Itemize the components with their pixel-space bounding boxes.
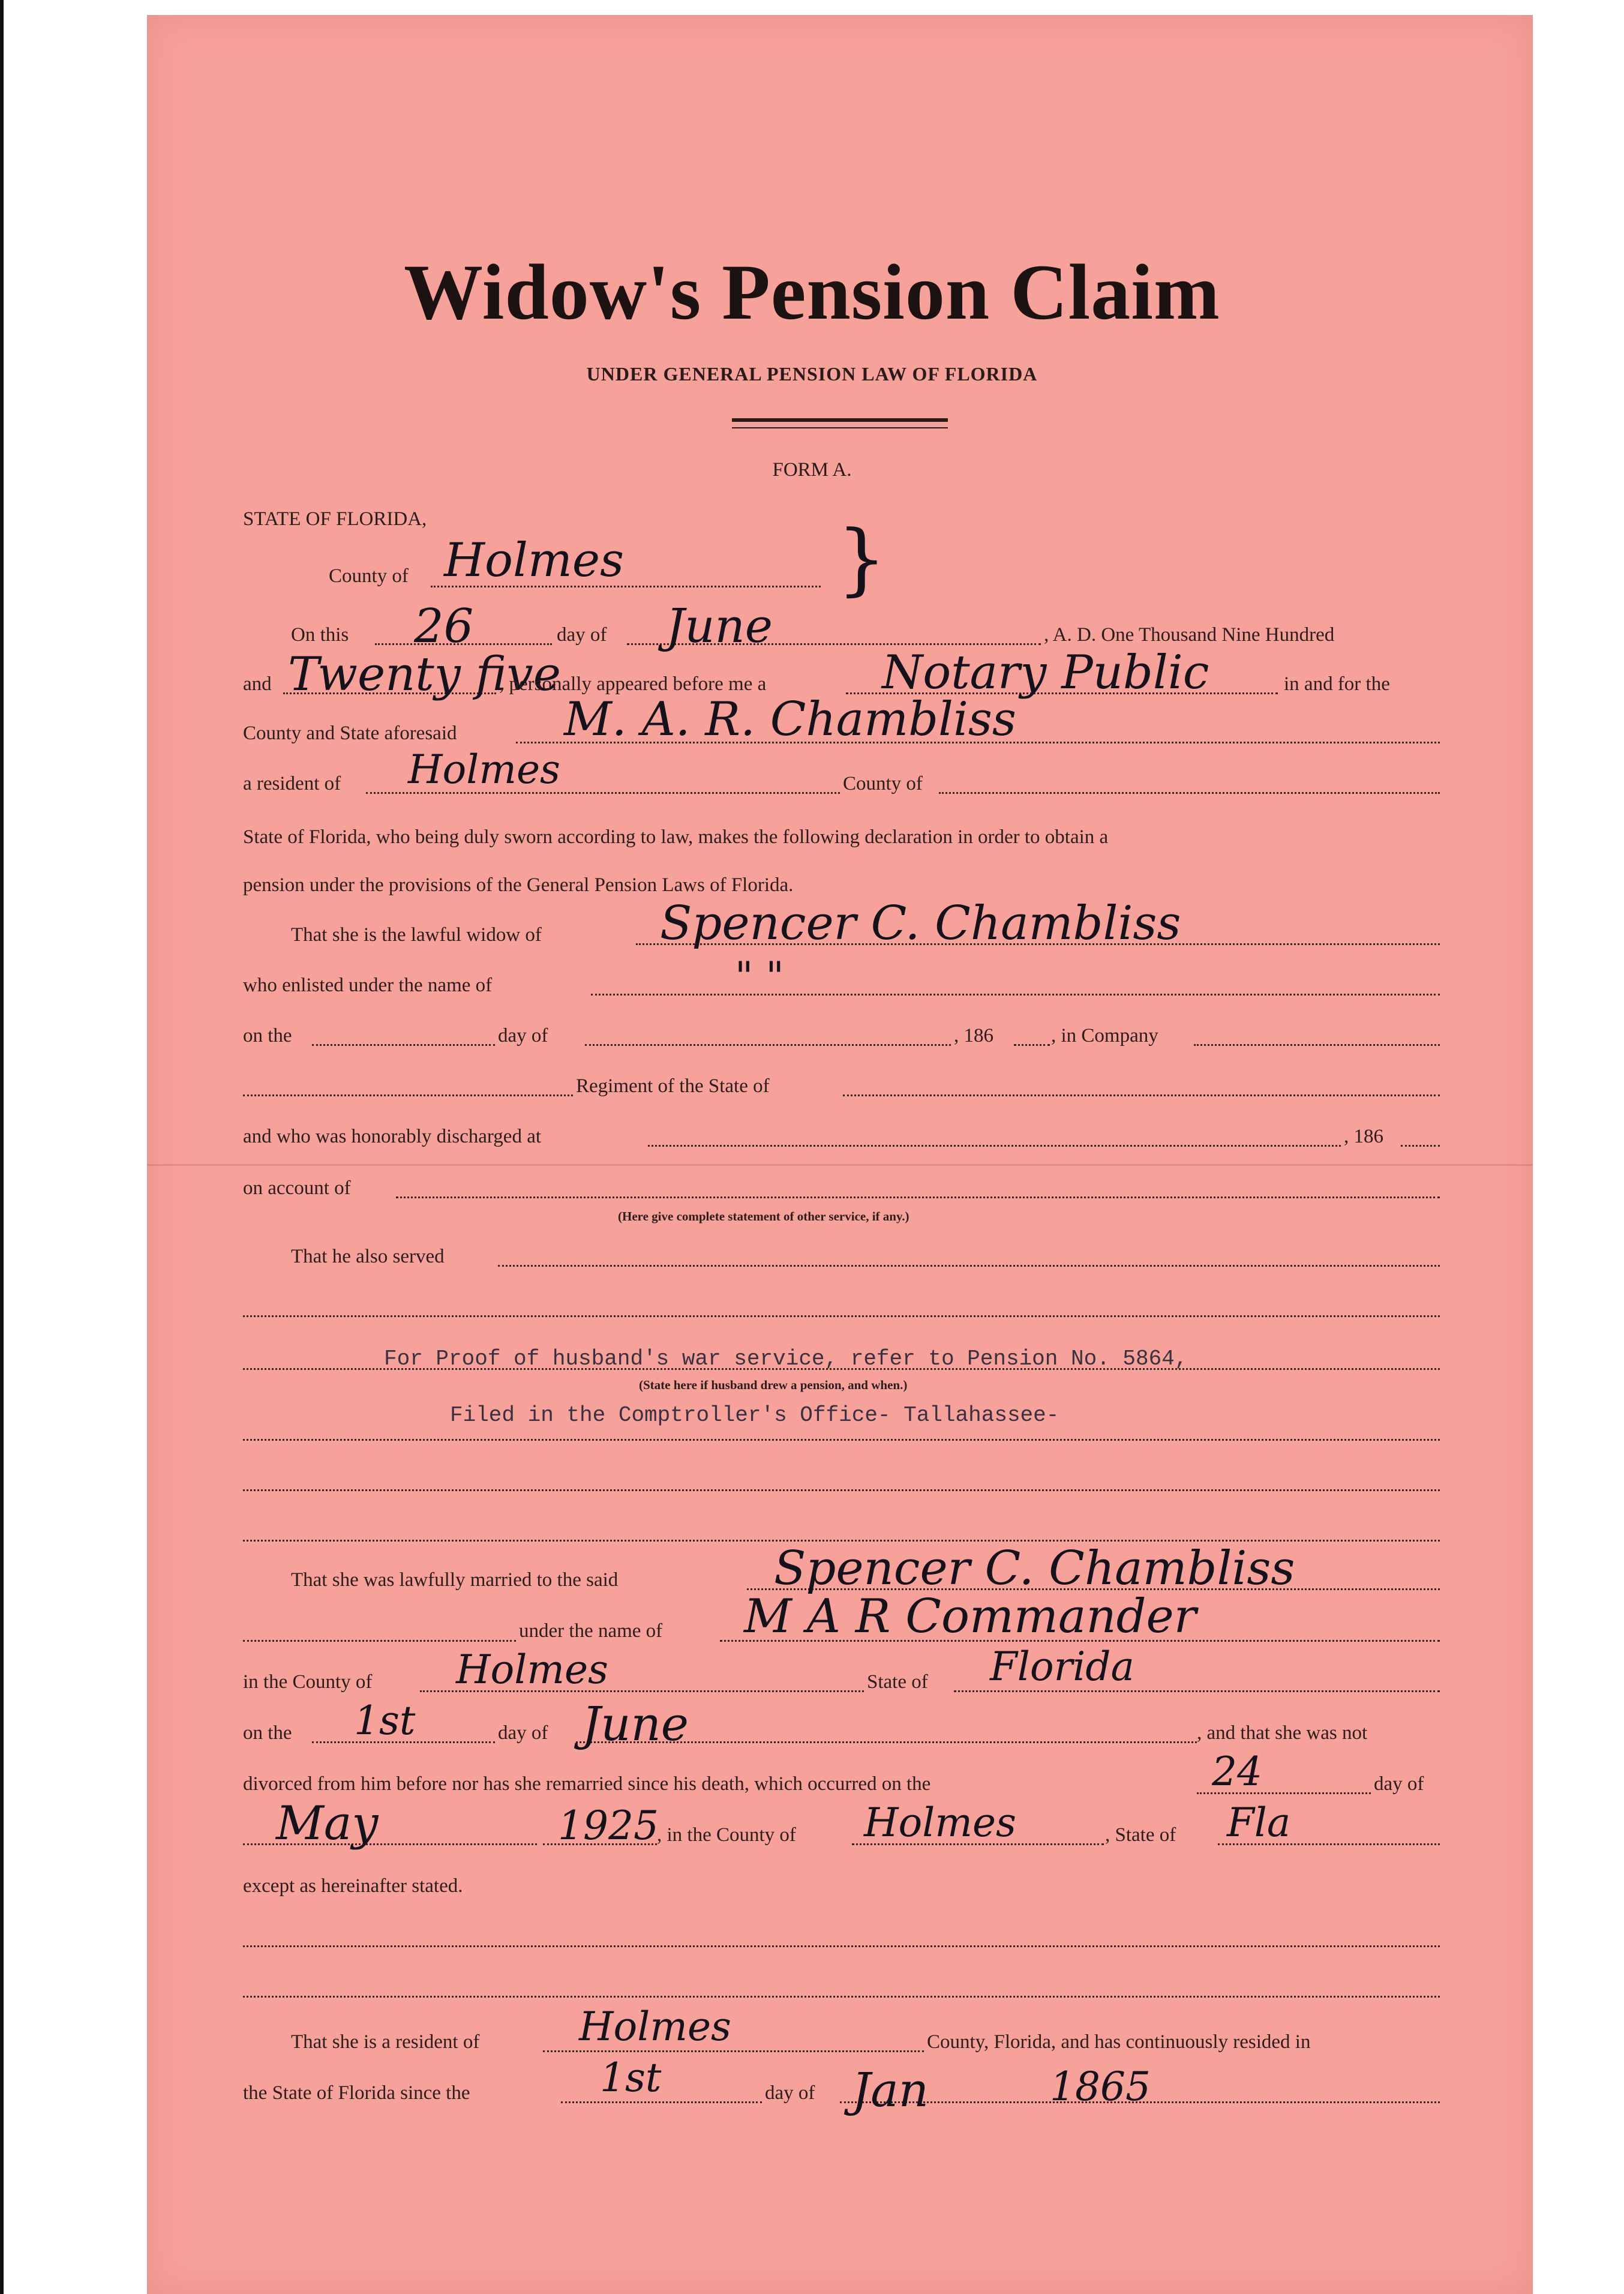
resident-handwritten: Holmes — [408, 746, 560, 793]
marriage-month-handwritten: June — [582, 1698, 689, 1752]
since-label: the State of Florida since the — [243, 2082, 470, 2104]
blank-line-2 — [243, 1489, 1440, 1491]
marriage-day-of: day of — [498, 1722, 548, 1744]
enlisted-label: who enlisted under the name of — [243, 974, 493, 996]
and-label: and — [243, 673, 272, 695]
death-state-handwritten: Fla — [1227, 1800, 1291, 1846]
company-label: , in Company — [1051, 1025, 1158, 1046]
blank-line-5 — [243, 1996, 1440, 1998]
maiden-name-handwritten: M A R Commander — [744, 1590, 1196, 1644]
state-label: STATE OF FLORIDA, — [243, 508, 427, 530]
paper-fold — [147, 1164, 1533, 1166]
declaration-line-2: pension under the provisions of the General Pension Laws of Florida. — [243, 874, 794, 896]
officer-handwritten: Notary Public — [882, 646, 1209, 700]
also-served-label: That he also served — [291, 1246, 445, 1267]
title-rule — [732, 418, 948, 422]
marriage-county-handwritten: Holmes — [456, 1647, 608, 1693]
filed-line — [243, 1439, 1440, 1441]
form-subtitle: UNDER GENERAL PENSION LAW OF FLORIDA — [586, 363, 1038, 385]
proof-line — [243, 1368, 1440, 1370]
blank-line-4 — [243, 1945, 1440, 1947]
marriage-day-handwritten: 1st — [354, 1698, 416, 1744]
enlist-day-line — [312, 1044, 495, 1046]
death-year-handwritten: 1925 — [558, 1803, 659, 1849]
married-handwritten: Spencer C. Chambliss — [774, 1542, 1295, 1596]
scan-edge — [0, 0, 4, 2294]
enlist-month-line — [585, 1044, 951, 1046]
since-day-handwritten: 1st — [600, 2055, 662, 2101]
on-account-label: on account of — [243, 1177, 351, 1199]
proof-typed-text: For Proof of husband's war service, refer to Pension No. 5864, — [384, 1347, 1188, 1371]
husband-handwritten: Spencer C. Chambliss — [660, 896, 1181, 950]
year-handwritten: Twenty five — [288, 647, 561, 701]
except-text: except as hereinafter stated. — [243, 1875, 463, 1897]
claimant-handwritten: M. A. R. Chambliss — [564, 692, 1016, 746]
county-label: County of — [329, 565, 409, 587]
death-county-handwritten: Holmes — [864, 1800, 1016, 1846]
company-line — [1194, 1044, 1440, 1046]
marriage-state-label: State of — [867, 1671, 928, 1693]
enlist-year-line — [1014, 1044, 1050, 1046]
death-month-handwritten: May — [276, 1797, 379, 1851]
residence-county-line — [543, 2050, 924, 2052]
resident-of-label: That she is a resident of — [291, 2031, 480, 2053]
discharged-186: , 186 — [1344, 1126, 1383, 1147]
on-account-line — [396, 1197, 1440, 1198]
enlist-year-186: , 186 — [954, 1025, 993, 1046]
since-day-of: day of — [765, 2082, 815, 2104]
pink-form-sheet — [147, 15, 1533, 2294]
marriage-on-the: on the — [243, 1722, 292, 1744]
under-name-pre-line — [243, 1640, 516, 1642]
death-county-label: , in the County of — [657, 1824, 796, 1846]
month-handwritten: June — [666, 599, 773, 653]
form-name: FORM A. — [772, 459, 852, 481]
enlist-day-of: day of — [498, 1025, 548, 1046]
also-served-line — [498, 1265, 1440, 1267]
regiment-state-line — [843, 1094, 1440, 1096]
since-day-line — [561, 2101, 762, 2103]
divorced-text: divorced from him before nor has she remarried since his death, which occurred on the — [243, 1773, 931, 1795]
married-label: That she was lawfully married to the said — [291, 1569, 619, 1591]
discharged-label: and who was honorably discharged at — [243, 1126, 542, 1147]
death-day-handwritten: 24 — [1212, 1749, 1262, 1795]
resident-label: a resident of — [243, 773, 341, 794]
day-handwritten: 26 — [414, 599, 474, 653]
regiment-line — [243, 1094, 573, 1096]
since-year-handwritten: 1865 — [1050, 2064, 1151, 2110]
appeared-text: , personally appeared before me a — [499, 673, 767, 695]
widow-of-label: That she is the lawful widow of — [291, 924, 542, 946]
county-of-label: County of — [843, 773, 923, 794]
statement-note: (Here give complete statement of other service, if any.) — [618, 1209, 909, 1224]
not-divorced-tail: , and that she was not — [1197, 1722, 1368, 1744]
ditto-marks: " " — [735, 953, 784, 1000]
discharged-line — [648, 1145, 1341, 1147]
aforesaid-label: County and State aforesaid — [243, 722, 457, 744]
title-rule-thin — [732, 427, 948, 428]
regiment-label: Regiment of the State of — [576, 1075, 770, 1097]
county-handwritten: Holmes — [444, 533, 625, 587]
enlisted-line — [591, 994, 1440, 995]
county-florida-text: County, Florida, and has continuously resided in — [927, 2031, 1311, 2053]
residence-county-handwritten: Holmes — [579, 2004, 731, 2050]
marriage-state-line — [954, 1690, 1440, 1692]
discharged-year-line — [1401, 1145, 1440, 1147]
death-day-of: day of — [1374, 1773, 1424, 1795]
day-of-label: day of — [557, 624, 607, 646]
blank-line-1 — [243, 1315, 1440, 1317]
filed-typed-text: Filed in the Comptroller's Office- Tallahassee- — [450, 1403, 1059, 1428]
marriage-state-handwritten: Florida — [990, 1644, 1134, 1690]
under-name-label: under the name of — [519, 1620, 663, 1642]
in-and-for-text: in and for the — [1284, 673, 1390, 695]
since-month-handwritten: Jan — [852, 2064, 929, 2118]
marriage-county-label: in the County of — [243, 1671, 373, 1693]
county-of-line — [939, 792, 1440, 794]
on-this-label: On this — [291, 624, 349, 646]
declaration-line-1: State of Florida, who being duly sworn according to law, makes the following declaration in order to obtain a — [243, 826, 1109, 848]
ad-text: , A. D. One Thousand Nine Hundred — [1044, 624, 1335, 646]
on-the-label: on the — [243, 1025, 292, 1046]
death-state-label: , State of — [1105, 1824, 1176, 1846]
form-title: Widow's Pension Claim — [404, 248, 1220, 336]
pension-note: (State here if husband drew a pension, and when.) — [639, 1378, 908, 1392]
bracket: } — [837, 513, 887, 604]
